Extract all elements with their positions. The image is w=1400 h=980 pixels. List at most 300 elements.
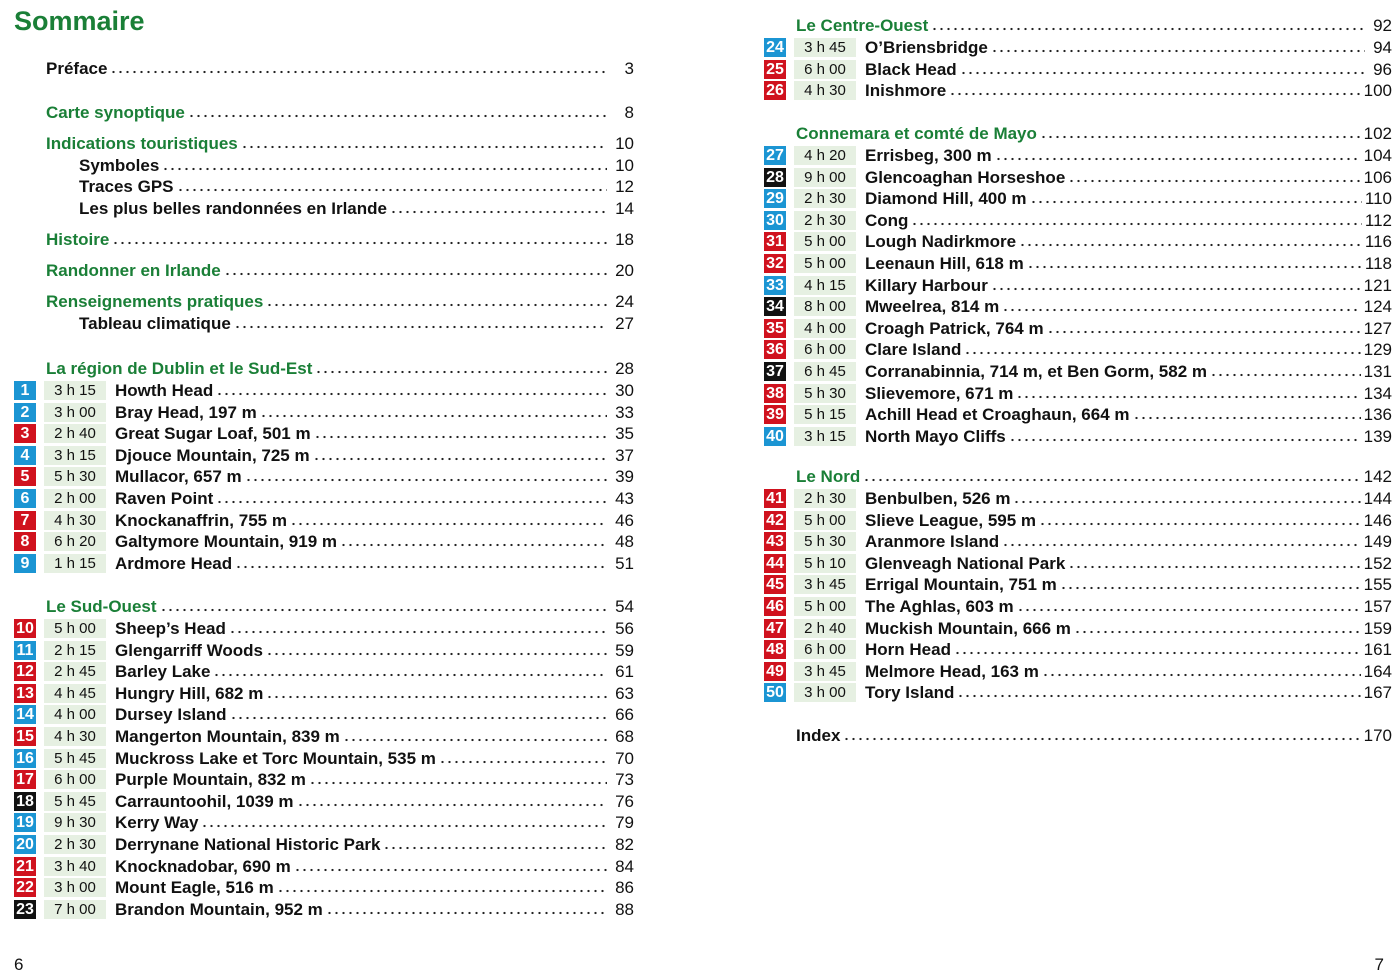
walk-number-badge: 41	[764, 489, 786, 508]
walk-entry	[115, 749, 610, 769]
walk-name: Glenveagh National Park	[865, 553, 1066, 573]
dot-leader	[112, 231, 607, 248]
walk-row[interactable]	[14, 791, 634, 812]
dot-leader	[954, 641, 1361, 658]
walk-number-badge: 14	[14, 705, 36, 724]
toc-entry-histoire[interactable]	[46, 229, 634, 250]
walk-entry	[865, 554, 1364, 574]
walk-row[interactable]	[764, 80, 1392, 101]
walk-duration: 3 h 15	[44, 446, 106, 465]
walk-entry	[865, 683, 1364, 703]
walk-page: 161	[1363, 639, 1392, 659]
walk-duration: 6 h 00	[794, 640, 856, 659]
dot-leader	[313, 447, 607, 464]
walk-row[interactable]	[764, 339, 1392, 360]
walk-page: 110	[1364, 188, 1392, 208]
walk-row[interactable]	[764, 59, 1392, 80]
walk-entry	[115, 489, 610, 509]
entry-label: Histoire	[46, 229, 110, 249]
walk-duration: 5 h 00	[794, 511, 856, 530]
walk-entry	[115, 857, 610, 877]
walk-page: 43	[615, 488, 634, 508]
walk-row[interactable]	[14, 640, 634, 661]
walk-number-badge: 13	[14, 684, 36, 703]
walk-entry	[865, 189, 1365, 209]
walk-name: North Mayo Cliffs	[865, 426, 1006, 446]
dot-leader	[343, 728, 607, 745]
walk-page: 112	[1364, 210, 1392, 230]
walk-number-badge: 48	[764, 640, 786, 659]
dot-leader	[224, 262, 607, 279]
dot-leader	[340, 533, 607, 550]
walk-number-badge: 6	[14, 489, 36, 508]
walk-page: 30	[615, 380, 634, 400]
walk-row[interactable]	[764, 253, 1392, 274]
walk-entry	[115, 900, 610, 920]
dot-leader	[235, 555, 607, 572]
walk-entry	[865, 575, 1364, 595]
toc-entry-carte[interactable]	[46, 102, 634, 123]
walk-number-badge: 45	[764, 575, 786, 594]
walk-duration: 2 h 40	[44, 424, 106, 443]
dot-leader	[216, 382, 607, 399]
walk-page: 82	[615, 834, 634, 854]
dot-leader	[110, 60, 607, 77]
page-number-left: 6	[14, 955, 24, 974]
walk-page: 37	[615, 445, 634, 465]
walk-row[interactable]	[14, 726, 634, 747]
walk-row[interactable]	[14, 877, 634, 898]
walk-number-badge: 42	[764, 511, 786, 530]
walk-page: 131	[1363, 361, 1392, 381]
walk-duration: 3 h 40	[44, 857, 106, 876]
walk-number-badge: 8	[14, 532, 36, 551]
walk-name: Cong	[865, 210, 909, 230]
walk-duration: 3 h 00	[44, 403, 106, 422]
dot-leader	[266, 642, 607, 659]
walk-duration: 8 h 00	[794, 297, 856, 316]
walk-duration: 5 h 00	[794, 232, 856, 251]
section-heading-dublin[interactable]	[46, 358, 634, 379]
walk-row[interactable]	[14, 423, 634, 444]
entry-page: 170	[1363, 725, 1392, 745]
walk-number-badge: 38	[764, 384, 786, 403]
dot-leader	[1019, 233, 1362, 250]
toc-entry-belles[interactable]	[79, 198, 634, 219]
walk-entry	[865, 297, 1364, 317]
walk-duration: 3 h 00	[44, 878, 106, 897]
walk-number-badge: 43	[764, 532, 786, 551]
walk-entry	[115, 662, 610, 682]
entry-page: 3	[624, 58, 634, 78]
walk-entry	[865, 405, 1364, 425]
section-label: Connemara et comté de Mayo	[796, 123, 1037, 143]
walk-entry	[865, 276, 1364, 296]
entry-label: Les plus belles randonnées en Irlande	[79, 198, 387, 218]
walk-duration: 3 h 15	[44, 381, 106, 400]
walk-duration: 7 h 00	[44, 900, 106, 919]
walk-number-badge: 16	[14, 749, 36, 768]
entry-page: 18	[615, 229, 634, 249]
walk-name: Purple Mountain, 832 m	[115, 769, 306, 789]
walk-entry	[865, 362, 1364, 382]
walk-page: 70	[615, 748, 634, 768]
walk-entry	[115, 813, 610, 833]
walk-row[interactable]	[14, 402, 634, 423]
walk-duration: 4 h 00	[44, 705, 106, 724]
walk-page: 59	[615, 640, 634, 660]
walk-page: 63	[615, 683, 634, 703]
walk-name: Carrauntoohil, 1039 m	[115, 791, 294, 811]
section-heading-nord[interactable]	[796, 466, 1392, 487]
walk-entry	[115, 727, 610, 747]
walk-number-badge: 9	[14, 554, 36, 573]
dot-leader	[383, 836, 607, 853]
walk-row[interactable]	[764, 426, 1392, 447]
walk-duration: 3 h 45	[794, 662, 856, 681]
walk-name: Derrynane National Historic Park	[115, 834, 381, 854]
walk-number-badge: 37	[764, 362, 786, 381]
entry-page: 27	[615, 313, 634, 333]
walk-name: Leenaun Hill, 618 m	[865, 253, 1024, 273]
entry-label: Traces GPS	[79, 176, 174, 196]
dot-leader	[1040, 125, 1361, 142]
walk-entry	[115, 619, 610, 639]
walk-row[interactable]	[764, 167, 1392, 188]
walk-entry	[865, 427, 1364, 447]
walk-number-badge: 39	[764, 405, 786, 424]
toc-entry-indications[interactable]	[46, 133, 634, 154]
walk-row[interactable]	[764, 231, 1392, 252]
walk-number-badge: 10	[14, 619, 36, 638]
walk-name: Slievemore, 671 m	[865, 383, 1014, 403]
walk-number-badge: 2	[14, 403, 36, 422]
walk-number-badge: 7	[14, 511, 36, 530]
page-title: Sommaire	[14, 6, 145, 36]
walk-row[interactable]	[764, 510, 1392, 531]
section-page: 142	[1363, 466, 1392, 486]
walk-name: Brandon Mountain, 952 m	[115, 899, 323, 919]
dot-leader	[229, 620, 607, 637]
walk-entry	[865, 254, 1365, 274]
toc-entry-randonner[interactable]	[46, 260, 634, 281]
walk-row[interactable]	[14, 466, 634, 487]
walk-name: Croagh Patrick, 764 m	[865, 318, 1044, 338]
walk-name: The Aghlas, 603 m	[865, 596, 1014, 616]
walk-duration: 4 h 30	[44, 511, 106, 530]
walk-row[interactable]	[764, 188, 1392, 209]
walk-page: 118	[1364, 253, 1392, 273]
walk-page: 96	[1373, 59, 1392, 79]
walk-name: Dursey Island	[115, 704, 227, 724]
entry-page: 14	[615, 198, 634, 218]
walk-page: 129	[1363, 339, 1392, 359]
walk-duration: 2 h 40	[794, 619, 856, 638]
dot-leader	[439, 750, 607, 767]
walk-row[interactable]	[764, 275, 1392, 296]
entry-label: Carte synoptique	[46, 102, 185, 122]
dot-leader	[177, 178, 607, 195]
walk-duration: 3 h 15	[794, 427, 856, 446]
walk-entry	[865, 597, 1364, 617]
dot-leader	[390, 200, 607, 217]
walk-duration: 2 h 30	[794, 211, 856, 230]
entry-page: 20	[615, 260, 634, 280]
walk-entry	[115, 705, 610, 725]
walk-name: Horn Head	[865, 639, 951, 659]
walk-duration: 5 h 30	[44, 467, 106, 486]
dot-leader	[1027, 255, 1362, 272]
walk-duration: 6 h 00	[794, 60, 856, 79]
dot-leader	[230, 706, 608, 723]
walk-name: Aranmore Island	[865, 531, 1000, 551]
toc-entry-preface[interactable]	[46, 58, 634, 79]
walk-row[interactable]	[764, 296, 1392, 317]
walk-number-badge: 11	[14, 641, 36, 660]
walk-duration: 2 h 30	[794, 489, 856, 508]
dot-leader	[1042, 663, 1361, 680]
walk-page: 48	[615, 531, 634, 551]
walk-duration: 3 h 45	[794, 38, 856, 57]
walk-number-badge: 27	[764, 146, 786, 165]
walk-entry	[865, 662, 1364, 682]
walk-row[interactable]	[14, 769, 634, 790]
dot-leader	[213, 663, 607, 680]
toc-entry-traces[interactable]	[79, 176, 634, 197]
walk-page: 116	[1364, 231, 1392, 251]
walk-row[interactable]	[14, 488, 634, 509]
walk-row[interactable]	[14, 704, 634, 725]
dot-leader	[277, 879, 607, 896]
walk-name: Knockanaffrin, 755 m	[115, 510, 287, 530]
walk-duration: 5 h 15	[794, 405, 856, 424]
walk-page: 152	[1363, 553, 1392, 573]
walk-name: Mweelrea, 814 m	[865, 296, 1000, 316]
walk-page: 144	[1363, 488, 1392, 508]
walk-entry	[115, 554, 610, 574]
walk-number-badge: 12	[14, 662, 36, 681]
walk-page: 100	[1363, 80, 1392, 100]
section-heading-centre-ouest[interactable]	[796, 15, 1392, 36]
walk-duration: 6 h 00	[794, 340, 856, 359]
walk-row[interactable]	[14, 661, 634, 682]
walk-page: 155	[1363, 574, 1392, 594]
walk-page: 66	[615, 704, 634, 724]
walk-row[interactable]	[764, 574, 1392, 595]
toc-entry-tableau[interactable]	[79, 313, 634, 334]
walk-duration: 4 h 20	[794, 146, 856, 165]
entry-page: 12	[615, 176, 634, 196]
walk-row[interactable]	[764, 361, 1392, 382]
walk-row[interactable]	[14, 553, 634, 574]
section-label: Le Nord	[796, 466, 861, 486]
walk-row[interactable]	[764, 404, 1392, 425]
walk-name: Ardmore Head	[115, 553, 233, 573]
dot-leader	[260, 404, 607, 421]
walk-row[interactable]	[764, 639, 1392, 660]
walk-page: 33	[615, 402, 634, 422]
walk-row[interactable]	[14, 748, 634, 769]
dot-leader	[1060, 576, 1361, 593]
walk-name: Mullacor, 657 m	[115, 466, 242, 486]
walk-entry	[865, 168, 1364, 188]
walk-entry	[865, 146, 1364, 166]
walk-name: Raven Point	[115, 488, 214, 508]
walk-page: 106	[1363, 167, 1392, 187]
walk-row[interactable]	[764, 596, 1392, 617]
walk-entry	[115, 878, 610, 898]
dot-leader	[326, 901, 607, 918]
walk-duration: 6 h 20	[44, 532, 106, 551]
walk-name: Achill Head et Croaghaun, 664 m	[865, 404, 1130, 424]
walk-page: 124	[1363, 296, 1392, 316]
walk-duration: 5 h 10	[794, 554, 856, 573]
walk-row[interactable]	[14, 445, 634, 466]
walk-number-badge: 24	[764, 38, 786, 57]
walk-page: 134	[1363, 383, 1392, 403]
walk-page: 86	[615, 877, 634, 897]
walk-row[interactable]	[14, 899, 634, 920]
dot-leader	[1210, 363, 1361, 380]
walk-page: 46	[615, 510, 634, 530]
walk-page: 51	[615, 553, 634, 573]
dot-leader	[1009, 428, 1361, 445]
walk-number-badge: 20	[14, 835, 36, 854]
toc-entry-symboles[interactable]	[79, 155, 634, 176]
walk-name: Great Sugar Loaf, 501 m	[115, 423, 311, 443]
page-number-right: 7	[1374, 955, 1384, 974]
dot-leader	[863, 468, 1360, 485]
walk-page: 68	[615, 726, 634, 746]
dot-leader	[931, 17, 1365, 34]
walk-name: Muckish Mountain, 666 m	[865, 618, 1071, 638]
walk-page: 104	[1363, 145, 1392, 165]
walk-entry	[115, 532, 610, 552]
walk-number-badge: 19	[14, 813, 36, 832]
walk-row[interactable]	[14, 834, 634, 855]
walk-entry	[115, 792, 610, 812]
walk-row[interactable]	[14, 618, 634, 639]
toc-entry-index[interactable]	[796, 725, 1392, 746]
section-heading-sud-ouest[interactable]	[46, 596, 634, 617]
walk-page: 39	[615, 466, 634, 486]
entry-label: Préface	[46, 58, 108, 78]
walk-name: Clare Island	[865, 339, 962, 359]
walk-duration: 4 h 45	[44, 684, 106, 703]
walk-page: 88	[615, 899, 634, 919]
walk-row[interactable]	[764, 488, 1392, 509]
dot-leader	[964, 341, 1360, 358]
walk-entry	[865, 38, 1368, 58]
walk-row[interactable]	[764, 383, 1392, 404]
walk-duration: 4 h 30	[44, 727, 106, 746]
walk-duration: 5 h 00	[794, 254, 856, 273]
walk-entry	[865, 489, 1364, 509]
walk-row[interactable]	[764, 661, 1392, 682]
dot-leader	[1013, 490, 1360, 507]
dot-leader	[201, 814, 607, 831]
walk-page: 79	[615, 812, 634, 832]
walk-name: O’Briensbridge	[865, 37, 988, 57]
walk-page: 84	[615, 856, 634, 876]
dot-leader	[297, 793, 607, 810]
walk-entry	[115, 403, 610, 423]
walk-entry	[865, 319, 1364, 339]
walk-duration: 2 h 30	[44, 835, 106, 854]
walk-duration: 5 h 00	[794, 597, 856, 616]
walk-row[interactable]	[764, 145, 1392, 166]
toc-entry-renseignements[interactable]	[46, 291, 634, 312]
walk-page: 149	[1363, 531, 1392, 551]
walk-number-badge: 15	[14, 727, 36, 746]
section-page: 28	[615, 358, 634, 378]
section-heading-connemara[interactable]	[796, 123, 1392, 144]
dot-leader	[241, 135, 607, 152]
section-label: La région de Dublin et le Sud-Est	[46, 358, 313, 378]
walk-name: Tory Island	[865, 682, 955, 702]
dot-leader	[1068, 555, 1360, 572]
walk-name: Errisbeg, 300 m	[865, 145, 992, 165]
walk-number-badge: 36	[764, 340, 786, 359]
dot-leader	[957, 684, 1360, 701]
dot-leader	[991, 39, 1365, 56]
walk-name: Corranabinnia, 714 m, et Ben Gorm, 582 m	[865, 361, 1208, 381]
walk-page: 127	[1363, 318, 1392, 338]
walk-duration: 5 h 30	[794, 384, 856, 403]
walk-row[interactable]	[764, 210, 1392, 231]
dot-leader	[266, 293, 607, 310]
walk-duration: 4 h 30	[794, 81, 856, 100]
walk-name: Diamond Hill, 400 m	[865, 188, 1027, 208]
walk-row[interactable]	[764, 682, 1392, 703]
dot-leader	[309, 771, 607, 788]
walk-number-badge: 1	[14, 381, 36, 400]
walk-name: Errigal Mountain, 751 m	[865, 574, 1057, 594]
walk-row[interactable]	[14, 812, 634, 833]
walk-duration: 6 h 00	[44, 770, 106, 789]
walk-number-badge: 46	[764, 597, 786, 616]
walk-row[interactable]	[14, 856, 634, 877]
walk-entry	[865, 60, 1368, 80]
dot-leader	[245, 468, 607, 485]
dot-leader	[1039, 512, 1361, 529]
walk-number-badge: 17	[14, 770, 36, 789]
walk-page: 146	[1363, 510, 1392, 530]
walk-row[interactable]	[764, 37, 1392, 58]
section-page: 54	[615, 596, 634, 616]
dot-leader	[315, 360, 607, 377]
walk-name: Melmore Head, 163 m	[865, 661, 1039, 681]
walk-row[interactable]	[764, 553, 1392, 574]
walk-duration: 1 h 15	[44, 554, 106, 573]
walk-page: 94	[1373, 37, 1392, 57]
walk-row[interactable]	[14, 510, 634, 531]
walk-row[interactable]	[764, 318, 1392, 339]
walk-page: 73	[615, 769, 634, 789]
walk-duration: 5 h 30	[794, 532, 856, 551]
walk-entry	[115, 835, 610, 855]
walk-row[interactable]	[764, 531, 1392, 552]
dot-leader	[234, 315, 607, 332]
walk-entry	[115, 424, 610, 444]
walk-row[interactable]	[14, 531, 634, 552]
walk-row[interactable]	[14, 683, 634, 704]
walk-name: Kerry Way	[115, 812, 199, 832]
dot-leader	[960, 61, 1365, 78]
walk-row[interactable]	[764, 618, 1392, 639]
walk-row[interactable]	[14, 380, 634, 401]
dot-leader	[1030, 190, 1362, 207]
